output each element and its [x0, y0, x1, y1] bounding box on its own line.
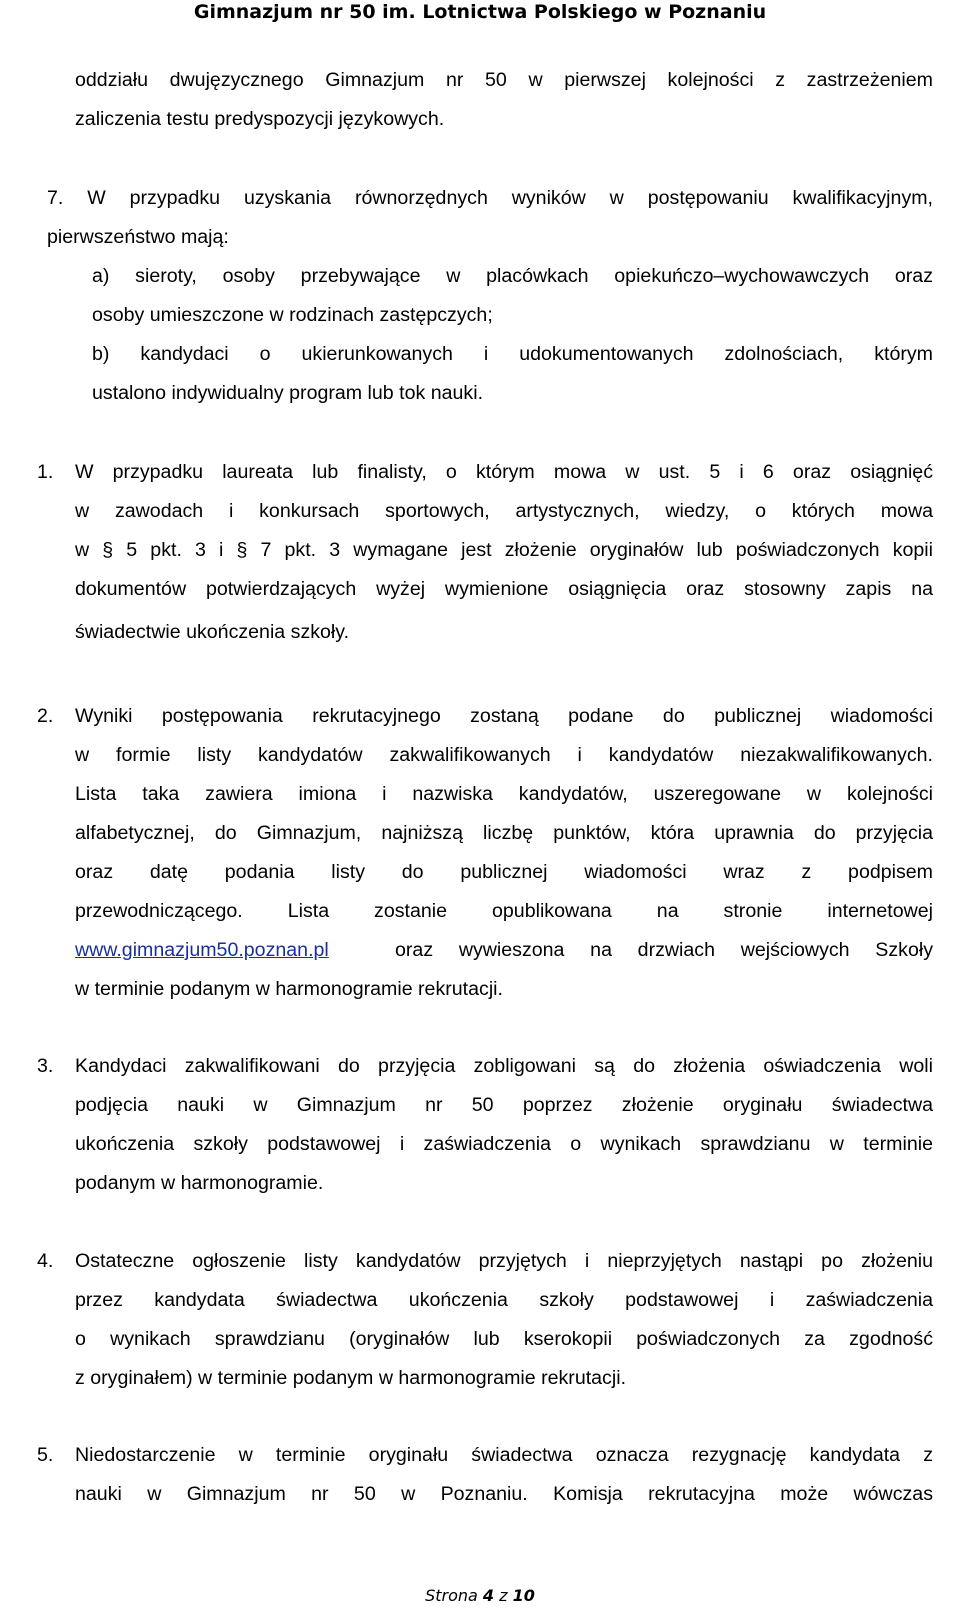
- page-header-title: Gimnazjum nr 50 im. Lotnictwa Polskiego w Poznaniu: [193, 1, 767, 23]
- item-number: 3.: [37, 1055, 54, 1077]
- intro-line-2: zaliczenia testu predyspozycji językowych.: [75, 108, 445, 130]
- item5-line-2: nauki w Gimnazjum nr 50 w Poznaniu. Komisja rekrutacyjna może wówczas: [75, 1483, 933, 1505]
- item3-line-1: Kandydaci zakwalifikowani do przyjęcia zobligowani są do złożenia oświadczenia woli: [75, 1055, 933, 1077]
- item7-b-line-1: b) kandydaci o ukierunkowanych i udokumentowanych zdolnościach, którym: [92, 343, 933, 365]
- item7-b-line-2: ustalono indywidualny program lub tok nauki.: [92, 382, 484, 404]
- school-website-link[interactable]: www.gimnazjum50.poznan.pl: [75, 939, 329, 961]
- footer-separator: z: [499, 1586, 508, 1605]
- item2-line-2: w formie listy kandydatów zakwalifikowanych i kandydatów niezakwalifikowanych.: [75, 744, 933, 766]
- item7-a-line-1: a) sieroty, osoby przebywające w placówkach opiekuńczo–wychowawczych oraz: [92, 265, 933, 287]
- intro-line-1: oddziału dwujęzycznego Gimnazjum nr 50 w pierwszej kolejności z zastrzeżeniem: [75, 69, 933, 91]
- item2-line-5: oraz datę podania listy do publicznej wiadomości wraz z podpisem: [75, 861, 933, 883]
- item3-line-3: ukończenia szkoły podstawowej i zaświadczenia o wynikach sprawdzianu w terminie: [75, 1133, 933, 1155]
- item4-line-2: przez kandydata świadectwa ukończenia szkoły podstawowej i zaświadczenia: [75, 1289, 933, 1311]
- item2-line-7-rest: oraz wywieszona na drzwiach wejściowych Szkoły: [395, 939, 933, 961]
- footer-page-number: 4: [482, 1586, 495, 1605]
- item-number: 1.: [37, 461, 54, 483]
- item7-a-line-2: osoby umieszczone w rodzinach zastępczych;: [92, 304, 493, 326]
- item3-line-2: podjęcia nauki w Gimnazjum nr 50 poprzez złożenie oryginału świadectwa: [75, 1094, 933, 1116]
- item-number: 2.: [37, 705, 54, 727]
- item1-line-3: w § 5 pkt. 3 i § 7 pkt. 3 wymagane jest złożenie oryginałów lub poświadczonych kopii: [75, 539, 933, 561]
- item1-line-1: W przypadku laureata lub finalisty, o którym mowa w ust. 5 i 6 oraz osiągnięć: [75, 461, 933, 483]
- item4-line-1: Ostateczne ogłoszenie listy kandydatów przyjętych i nieprzyjętych nastąpi po złożeniu: [75, 1250, 933, 1272]
- item2-line-4: alfabetycznej, do Gimnazjum, najniższą liczbę punktów, która uprawnia do przyjęcia: [75, 822, 933, 844]
- footer-prefix: Strona: [425, 1586, 478, 1605]
- item1-line-5: świadectwie ukończenia szkoły.: [75, 621, 350, 643]
- item3-line-4: podanym w harmonogramie.: [75, 1172, 324, 1194]
- item-number: 5.: [37, 1444, 54, 1466]
- item1-line-4: dokumentów potwierdzających wyżej wymienione osiągnięcia oraz stosowny zapis na: [75, 578, 933, 600]
- footer-page-total: 10: [512, 1586, 535, 1605]
- item4-line-3: o wynikach sprawdzianu (oryginałów lub kserokopii poświadczonych za zgodność: [75, 1328, 933, 1350]
- item1-line-2: w zawodach i konkursach sportowych, artystycznych, wiedzy, o których mowa: [75, 500, 933, 522]
- item5-line-1: Niedostarczenie w terminie oryginału świadectwa oznacza rezygnację kandydata z: [75, 1444, 933, 1466]
- item2-line-8: w terminie podanym w harmonogramie rekrutacji.: [75, 978, 503, 1000]
- item7-line-2: pierwszeństwo mają:: [47, 226, 229, 248]
- item4-line-4: z oryginałem) w terminie podanym w harmonogramie rekrutacji.: [75, 1367, 627, 1389]
- item2-line-1: Wyniki postępowania rekrutacyjnego zostaną podane do publicznej wiadomości: [75, 705, 933, 727]
- item-number: 4.: [37, 1250, 54, 1272]
- item2-line-3: Lista taka zawiera imiona i nazwiska kandydatów, uszeregowane w kolejności: [75, 783, 933, 805]
- item2-line-6: przewodniczącego. Lista zostanie opublikowana na stronie internetowej: [75, 900, 933, 922]
- page-footer: [0, 1586, 960, 1606]
- item7-line-1: 7. W przypadku uzyskania równorzędnych wyników w postępowaniu kwalifikacyjnym,: [47, 187, 933, 209]
